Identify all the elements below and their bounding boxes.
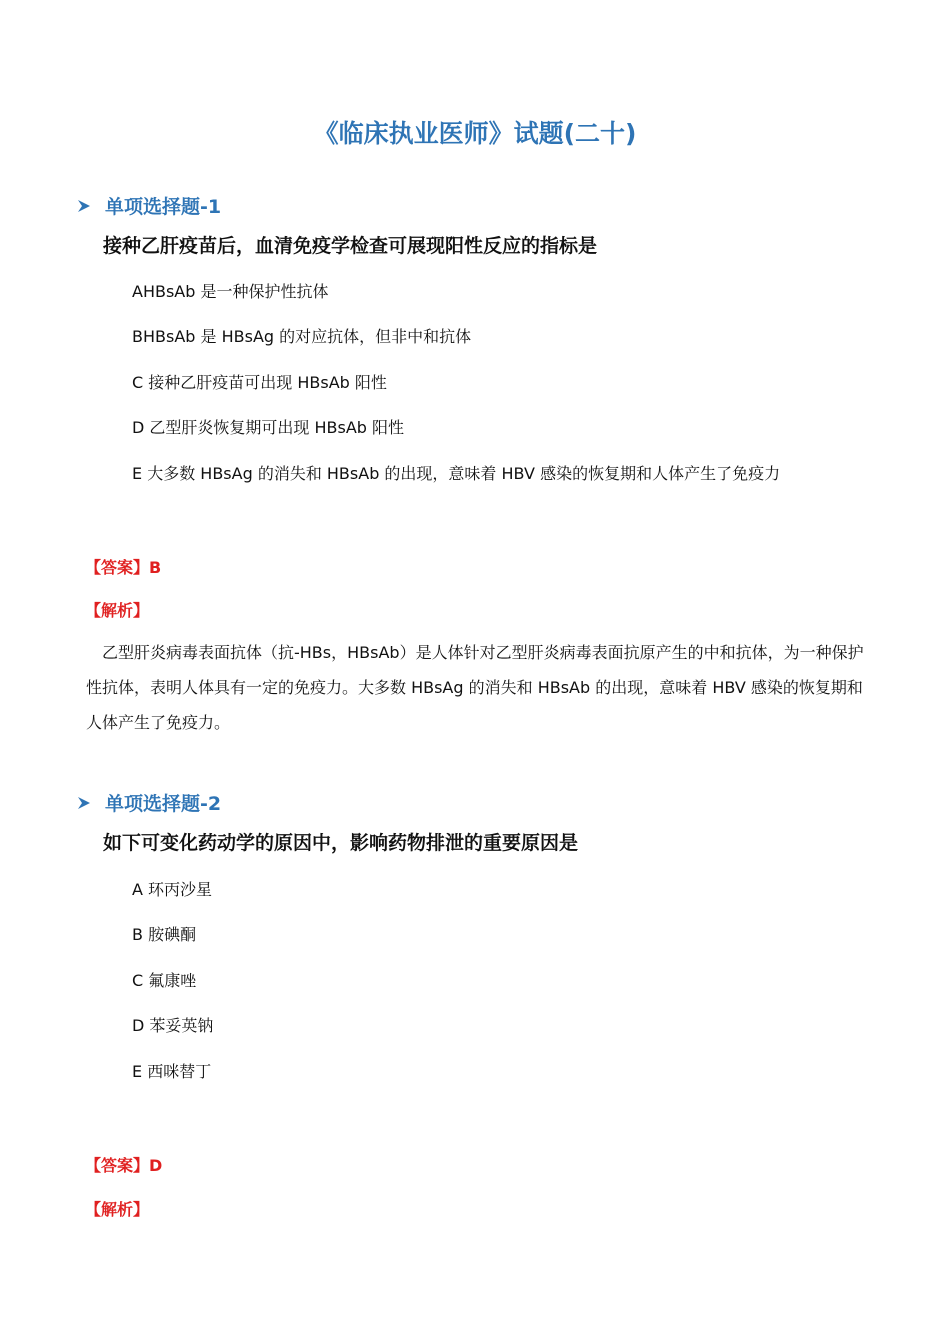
option-c: C 接种乙肝疫苗可出现 HBsAb 阳性 (132, 373, 387, 392)
option-d: D 苯妥英钠 (132, 1016, 214, 1035)
explanation-1: 乙型肝炎病毒表面抗体（抗-HBs，HBsAb）是人体针对乙型肝炎病毒表面抗原产生的中和抗体，为一种保护性抗体，表明人体具有一定的免疫力。大多数 HBsAg 的消失和 HBsAb 的出现，意味着 HBV 感染的恢复期和人体产生了免疫力。 (86, 643, 864, 732)
option-c: C 氟康唑 (132, 971, 197, 990)
analysis-label-2: 【解析】 (85, 1200, 150, 1219)
section-label: 单项选择题-1 (105, 196, 222, 218)
option-a: A 环丙沙星 (132, 880, 213, 899)
answer-label-1: 【答案】B (85, 558, 162, 577)
section-heading-1 (76, 194, 221, 220)
section-label: 单项选择题-2 (105, 793, 222, 815)
question-stem-2: 如下可变化药动学的原因中，影响药物排泄的重要原因是 (103, 832, 579, 854)
section-heading-2 (76, 791, 221, 817)
analysis-label-1: 【解析】 (85, 601, 150, 620)
document-title: 《临床执业医师》试题(二十) (313, 119, 637, 148)
option-e: E 大多数 HBsAg 的消失和 HBsAb 的出现，意味着 HBV 感染的恢复期和人体产生了免疫力 (132, 464, 781, 483)
option-b: BHBsAb 是 HBsAg 的对应抗体，但非中和抗体 (132, 327, 472, 346)
option-a: AHBsAb 是一种保护性抗体 (132, 282, 329, 301)
option-e: E 西咪替丁 (132, 1062, 212, 1081)
option-d: D 乙型肝炎恢复期可出现 HBsAb 阳性 (132, 418, 405, 437)
option-b: B 胺碘酮 (132, 925, 197, 944)
arrow-right-icon (76, 198, 92, 214)
arrow-right-icon (76, 795, 92, 811)
question-stem-1: 接种乙肝疫苗后，血清免疫学检查可展现阳性反应的指标是 (103, 235, 598, 257)
answer-label-2: 【答案】D (85, 1156, 163, 1175)
